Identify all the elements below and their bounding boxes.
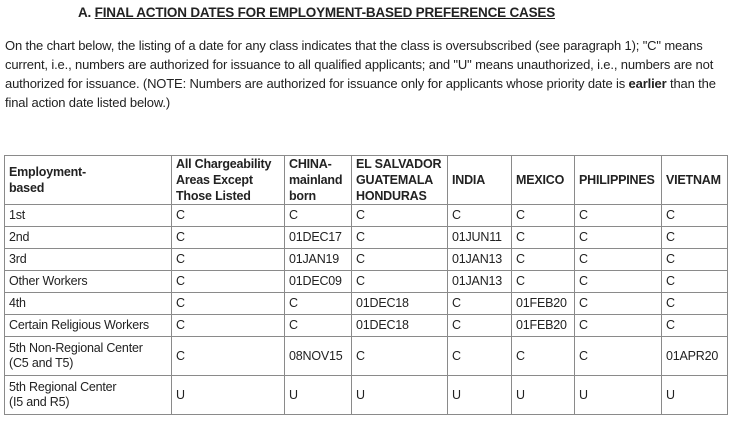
table-cell: U — [448, 376, 512, 415]
table-cell: 08NOV15 — [285, 337, 352, 376]
table-cell: C — [352, 249, 448, 271]
row-category-line: 3rd — [9, 252, 27, 266]
table-cell: C — [512, 205, 575, 227]
table-cell: C — [662, 227, 728, 249]
row-category-line: (I5 and R5) — [9, 395, 70, 409]
row-category-line: 5th Regional Center — [9, 380, 117, 394]
table-cell: U — [285, 376, 352, 415]
intro-text-part1: On the chart below, the listing of a date for any class indicates that the class is oversubscribed (see paragraph 1); "C" means current, i.e., numbers are authorized for issuance to all qualified applicants; and "U" means unauthorized, i.e., numbers are not authorized for issuance. (NOTE: Numbers are authorized for issuance only for applicants whose priority date is — [5, 38, 714, 91]
table-cell: U — [662, 376, 728, 415]
table-cell: C — [662, 293, 728, 315]
table-cell: 01DEC09 — [285, 271, 352, 293]
table-cell: C — [352, 271, 448, 293]
column-header — [575, 156, 662, 205]
table-cell: 01JAN13 — [448, 249, 512, 271]
table-cell: U — [512, 376, 575, 415]
section-heading — [78, 5, 555, 20]
column-header — [662, 156, 728, 205]
table-cell: C — [575, 227, 662, 249]
column-header-line: CHINA- — [289, 157, 332, 171]
table-row — [5, 376, 728, 415]
table-cell: U — [352, 376, 448, 415]
column-header-line: mainland — [289, 173, 343, 187]
column-header-line: HONDURAS — [356, 189, 427, 203]
table-row — [5, 271, 728, 293]
table-cell: C — [172, 337, 285, 376]
section-letter: A. — [78, 5, 92, 20]
row-category-line: 1st — [9, 208, 26, 222]
table-cell: 01DEC18 — [352, 315, 448, 337]
table-row — [5, 249, 728, 271]
table-cell: C — [512, 271, 575, 293]
table-cell: C — [575, 337, 662, 376]
table-cell: U — [172, 376, 285, 415]
column-header-line: PHILIPPINES — [579, 173, 655, 187]
table-cell: C — [172, 293, 285, 315]
column-header — [352, 156, 448, 205]
table-cell: C — [662, 315, 728, 337]
column-header — [285, 156, 352, 205]
column-header — [448, 156, 512, 205]
row-category-line: 2nd — [9, 230, 30, 244]
table-cell: 01APR20 — [662, 337, 728, 376]
table-row — [5, 337, 728, 376]
table-cell: C — [172, 227, 285, 249]
table-cell: U — [575, 376, 662, 415]
column-header — [512, 156, 575, 205]
section-title: FINAL ACTION DATES FOR EMPLOYMENT-BASED PREFERENCE CASES — [94, 5, 556, 20]
column-header-line: All Chargeability — [176, 157, 272, 171]
table-cell: 01DEC17 — [285, 227, 352, 249]
column-header-line: GUATEMALA — [356, 173, 434, 187]
row-category-line: (C5 and T5) — [9, 356, 74, 370]
table-cell: C — [285, 205, 352, 227]
table-row — [5, 205, 728, 227]
row-category — [5, 205, 172, 227]
table-cell: C — [448, 315, 512, 337]
table-cell: C — [172, 205, 285, 227]
row-category-line: Other Workers — [9, 274, 88, 288]
table-cell: C — [575, 249, 662, 271]
table-cell: C — [448, 337, 512, 376]
intro-text-part2: than the final action date listed below.) — [5, 76, 716, 110]
column-header — [5, 156, 172, 205]
table-cell: C — [285, 293, 352, 315]
table-cell: C — [512, 227, 575, 249]
column-header-line: INDIA — [452, 173, 486, 187]
column-header — [172, 156, 285, 205]
column-header-line: MEXICO — [516, 173, 565, 187]
table-row — [5, 227, 728, 249]
row-category — [5, 271, 172, 293]
table-cell: 01JAN13 — [448, 271, 512, 293]
column-header-line: Areas Except — [176, 173, 253, 187]
column-header-line: Employment- — [9, 165, 86, 179]
intro-emphasis: earlier — [628, 76, 667, 91]
row-category — [5, 315, 172, 337]
table-cell: C — [662, 249, 728, 271]
table-cell: C — [172, 271, 285, 293]
table-cell: C — [512, 337, 575, 376]
table-body — [5, 205, 728, 415]
table-cell: C — [172, 315, 285, 337]
table-cell: C — [172, 249, 285, 271]
table-cell: C — [575, 271, 662, 293]
table-cell: C — [285, 315, 352, 337]
table-cell: C — [352, 337, 448, 376]
table-header — [5, 156, 728, 205]
row-category — [5, 293, 172, 315]
table-cell: C — [352, 205, 448, 227]
row-category — [5, 249, 172, 271]
final-action-dates-table — [4, 155, 728, 415]
table-cell: C — [575, 205, 662, 227]
table-cell: C — [512, 249, 575, 271]
row-category — [5, 376, 172, 415]
intro-paragraph — [5, 36, 732, 112]
table-cell: C — [448, 293, 512, 315]
table-cell: 01JAN19 — [285, 249, 352, 271]
row-category-line: 4th — [9, 296, 26, 310]
row-category — [5, 227, 172, 249]
table-cell: C — [662, 271, 728, 293]
table-cell: C — [575, 293, 662, 315]
row-category-line: 5th Non-Regional Center — [9, 341, 143, 355]
column-header-line: EL SALVADOR — [356, 157, 442, 171]
table-cell: C — [575, 315, 662, 337]
table-cell: 01JUN11 — [448, 227, 512, 249]
table-cell: 01DEC18 — [352, 293, 448, 315]
row-category — [5, 337, 172, 376]
table-row — [5, 293, 728, 315]
table-cell: C — [352, 227, 448, 249]
column-header-line: Those Listed — [176, 189, 251, 203]
column-header-line: born — [289, 189, 316, 203]
table-row — [5, 315, 728, 337]
header-row — [5, 156, 728, 205]
table-cell: 01FEB20 — [512, 293, 575, 315]
column-header-line: VIETNAM — [666, 173, 721, 187]
column-header-line: based — [9, 181, 45, 195]
table-cell: C — [448, 205, 512, 227]
row-category-line: Certain Religious Workers — [9, 318, 149, 332]
table-cell: 01FEB20 — [512, 315, 575, 337]
table-cell: C — [662, 205, 728, 227]
